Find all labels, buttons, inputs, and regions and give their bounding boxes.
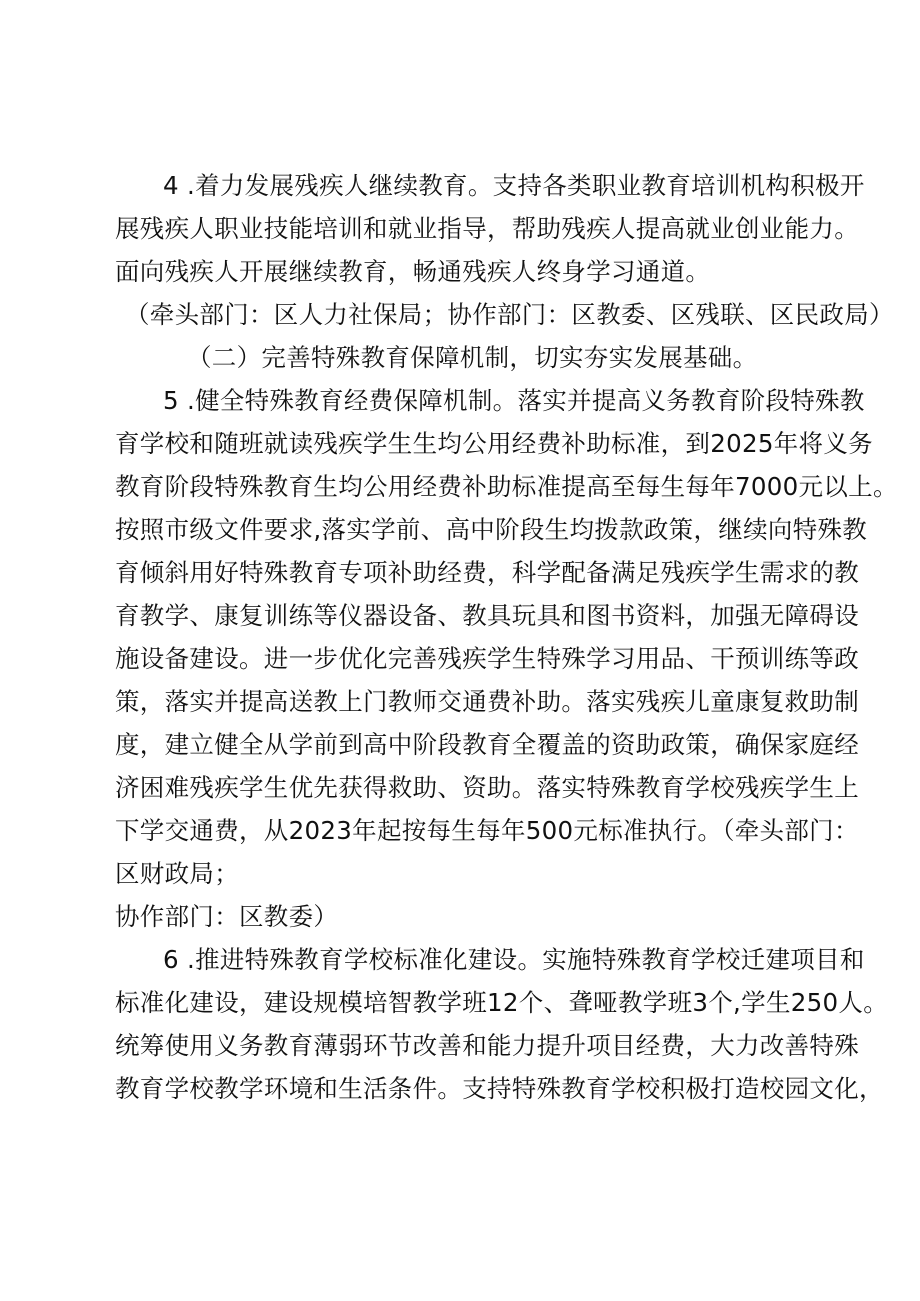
text-line-item6: 6 .推进特殊教育学校标准化建设。实施特殊教育学校迁建项目和 xyxy=(163,945,865,974)
text-line: 育倾斜用好特殊教育专项补助经费，科学配备满足残疾学生需求的教 xyxy=(115,558,859,587)
text-line: 策，落实并提高送教上门教师交通费补助。落实残疾儿童康复救助制 xyxy=(115,687,859,716)
text-line: 济困难残疾学生优先获得救助、资助。落实特殊教育学校残疾学生上 xyxy=(115,773,859,802)
responsible-department-note: （牵头部门：区人力社保局；协作部门：区教委、区残联、区民政局） xyxy=(125,300,894,329)
text-line: 育教学、康复训练等仪器设备、教具玩具和图书资料，加强无障碍设 xyxy=(115,601,859,630)
text-line: 展残疾人职业技能培训和就业指导，帮助残疾人提高就业创业能力。 xyxy=(115,214,859,243)
text-line: 教育学校教学环境和生活条件。支持特殊教育学校积极打造校园文化， xyxy=(115,1074,884,1103)
text-line: 按照市级文件要求,落实学前、高中阶段生均拨款政策，继续向特殊教 xyxy=(115,515,868,544)
text-line: 教育阶段特殊教育生均公用经费补助标准提高至每生每年7000元以上。 xyxy=(115,472,898,501)
section-heading: （二）完善特殊教育保障机制，切实夯实发展基础。 xyxy=(187,343,758,372)
text-line-item4: 4 .着力发展残疾人继续教育。支持各类职业教育培训机构积极开 xyxy=(163,171,865,200)
text-line-item5: 5 .健全特殊教育经费保障机制。落实并提高义务教育阶段特殊教 xyxy=(163,386,865,415)
text-line: 下学交通费，从2023年起按每生每年500元标准执行。（牵头部门： xyxy=(115,816,859,845)
text-line: 度，建立健全从学前到高中阶段教育全覆盖的资助政策，确保家庭经 xyxy=(115,730,859,759)
text-line: 施设备建设。进一步优化完善残疾学生特殊学习用品、干预训练等政 xyxy=(115,644,859,673)
text-line: 面向残疾人开展继续教育，畅通残疾人终身学习通道。 xyxy=(115,257,711,286)
text-line: 标准化建设，建设规模培智教学班12个、聋哑教学班3个,学生250人。 xyxy=(115,988,889,1017)
text-line: 育学校和随班就读残疾学生生均公用经费补助标准，到2025年将义务 xyxy=(115,429,873,458)
text-line: 统筹使用义务教育薄弱环节改善和能力提升项目经费，大力改善特殊 xyxy=(115,1031,859,1060)
text-line: 区财政局； xyxy=(115,859,239,888)
text-line: 协作部门：区教委） xyxy=(115,902,339,931)
